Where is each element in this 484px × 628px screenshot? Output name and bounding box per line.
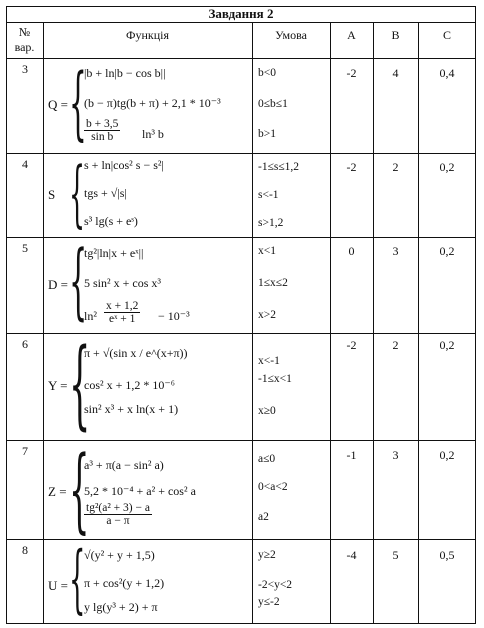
condition-1: y≥2 [258,549,276,561]
left-brace: { [69,151,86,235]
function-name: Y = [48,378,68,393]
function-case-3: y lg(y³ + 2) + π [84,600,158,614]
condition-1: a≤0 [258,453,276,465]
function-case-1: π + √(sin x / e^(x+π)) [84,346,188,360]
header-function: Функція [125,28,169,42]
fraction-numerator: x + 1,2 [106,300,139,312]
value-c: 0,5 [439,548,455,562]
condition-1: x<1 [258,245,276,257]
condition-1: b<0 [258,67,276,79]
value-a: -2 [346,160,357,174]
condition-1: x<-1 [258,355,280,367]
row-number: 8 [22,543,28,557]
function-name: Z = [48,484,67,499]
function-case-2: 5,2 * 10⁻⁴ + a² + cos² a [84,484,196,498]
function-case-3-tail: ln³ b [142,127,164,141]
function-case-1: a³ + π(a − sin² a) [84,458,164,472]
function-name: D = [48,277,68,292]
condition-3: s>1,2 [258,217,284,229]
fraction [84,118,120,143]
value-b: 2 [392,160,399,174]
value-b: 3 [392,448,399,462]
condition-3: x≥0 [258,405,276,417]
header-c: C [442,28,451,42]
function-case-1: |b + ln|b − cos b|| [84,66,166,80]
header-condition: Умова [275,28,307,42]
function-case-1: tg²|ln|x + eˣ|| [84,246,144,260]
condition-2: -1≤x<1 [258,373,292,385]
fraction [84,502,152,527]
fraction-denominator: eˣ + 1 [108,313,136,325]
task-table [6,6,476,624]
fraction [104,300,140,325]
row-number: 3 [22,62,28,76]
function-case-2: (b − π)tg(b + π) + 2,1 * 10⁻³ [84,96,221,110]
function-case-2: π + cos²(y + 1,2) [84,576,165,590]
fraction-denominator: a − π [106,515,130,527]
function-name: S [48,187,56,202]
value-c: 0,2 [439,338,455,352]
header-b: B [391,28,400,42]
left-brace: { [69,56,87,149]
header-number-label: вар. [14,40,35,54]
fraction-denominator: sin b [91,131,114,143]
fraction-numerator: tg²(a² + 3) − a [86,502,150,514]
function-name: U = [48,578,68,593]
value-a: -1 [346,448,357,462]
function-name: Q = [48,97,68,112]
left-brace: { [69,234,88,329]
value-b: 2 [392,338,399,352]
condition-2: s<-1 [258,189,279,201]
left-brace: { [69,436,90,543]
condition-3: b>1 [258,128,276,140]
table-title: Завдання 2 [208,6,274,21]
value-c: 0,2 [439,244,455,258]
value-c: 0,2 [439,448,455,462]
value-a: -2 [346,66,357,80]
header-number [6,23,43,58]
row-number: 6 [22,337,28,351]
header-number-symbol: № [18,25,31,39]
value-c: 0,2 [439,160,455,174]
function-case-2: cos² x + 1,2 * 10⁻⁶ [84,378,175,392]
value-c: 0,4 [439,66,455,80]
condition-1: -1≤s≤1,2 [258,161,300,173]
function-case-1: √(y² + y + 1,5) [84,548,155,562]
condition-3: a2 [258,511,269,523]
row-number: 5 [22,241,28,255]
function-case-1: s + ln|cos² s − s²| [84,158,164,172]
row-number: 4 [22,157,28,171]
row-number: 7 [22,444,28,458]
value-a: -4 [346,548,357,562]
condition-2: 0≤b≤1 [258,98,288,110]
condition-3: x>2 [258,309,276,321]
function-case-3-tail: − 10⁻³ [158,309,190,323]
condition-2: 0<a<2 [258,481,288,493]
condition-2: -2<y<2 [258,579,293,591]
value-b: 5 [392,548,399,562]
value-b: 4 [392,66,399,80]
condition-2: 1≤x≤2 [258,277,288,289]
value-a: 0 [348,244,355,258]
value-b: 3 [392,244,399,258]
function-case-2: 5 sin² x + cos x³ [84,276,161,290]
condition-3: y≤-2 [258,596,280,608]
function-case-2: tgs + √|s| [84,186,127,200]
function-case-3: sin² x³ + x ln(x + 1) [84,402,179,416]
value-a: -2 [346,338,357,352]
left-brace: { [69,328,91,440]
header-a: A [347,28,356,42]
fraction-numerator: b + 3,5 [86,118,119,130]
function-case-3: s³ lg(s + eˢ) [84,214,138,228]
left-brace: { [69,536,86,622]
function-case-3-lead: ln² [84,309,97,323]
